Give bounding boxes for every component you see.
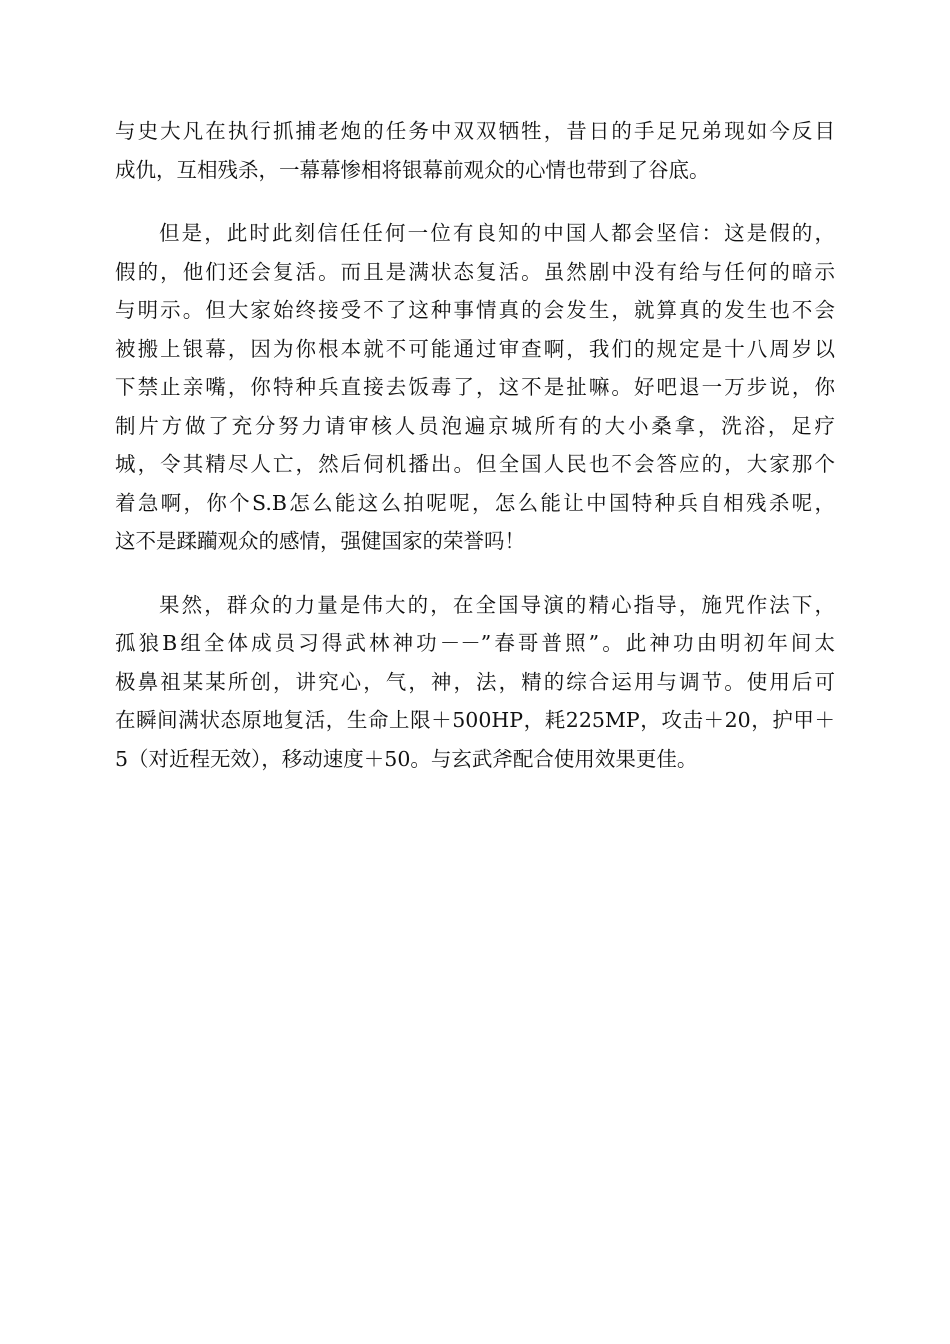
text-line: 城，令其精尽人亡，然后伺机播出。但全国人民也不会答应的，大家那个: [115, 452, 835, 476]
document-body: [115, 112, 835, 778]
text-line: 着急啊，你个S.B怎么能这么拍呢呢，怎么能让中国特种兵自相残杀呢，: [115, 490, 835, 515]
text-line: 极鼻祖某某所创，讲究心，气，神，法，精的综合运用与调节。使用后可: [115, 669, 835, 694]
text-line: 制片方做了充分努力请审核人员泡遍京城所有的大小桑拿，洗浴，足疗: [115, 413, 835, 438]
text-line: 果然，群众的力量是伟大的，在全国导演的精心指导，施咒作法下，: [159, 592, 835, 617]
paragraph-3: [115, 586, 835, 779]
text-line: 这不是蹂躏观众的感情，强健国家的荣誉吗！: [115, 529, 525, 553]
text-line: 但是，此时此刻信任任何一位有良知的中国人都会坚信：这是假的，: [159, 221, 835, 245]
text-line: 孤狼B组全体成员习得武林神功－－”春哥普照”。此神功由明初年间太: [115, 631, 835, 655]
text-line: 与史大凡在执行抓捕老炮的任务中双双牺牲，昔日的手足兄弟现如今反目: [115, 119, 835, 143]
paragraph-1: [115, 112, 835, 189]
text-line: 5（对近程无效），移动速度＋50。与玄武斧配合使用效果更佳。: [115, 746, 698, 771]
text-line: 假的，他们还会复活。而且是满状态复活。虽然剧中没有给与任何的暗示: [115, 259, 835, 284]
text-line: 成仇，互相残杀，一幕幕惨相将银幕前观众的心情也带到了谷底。: [115, 157, 710, 182]
text-line: 在瞬间满状态原地复活，生命上限＋500HP，耗225MP，攻击＋20，护甲＋: [115, 708, 835, 732]
text-line: 被搬上银幕，因为你根本就不可能通过审查啊，我们的规定是十八周岁以: [115, 336, 835, 361]
paragraph-2: [115, 214, 835, 561]
text-line: 下禁止亲嘴，你特种兵直接去饭毒了，这不是扯嘛。好吧退一万步说，你: [115, 375, 835, 399]
text-line: 与明示。但大家始终接受不了这种事情真的会发生，就算真的发生也不会: [115, 298, 835, 322]
